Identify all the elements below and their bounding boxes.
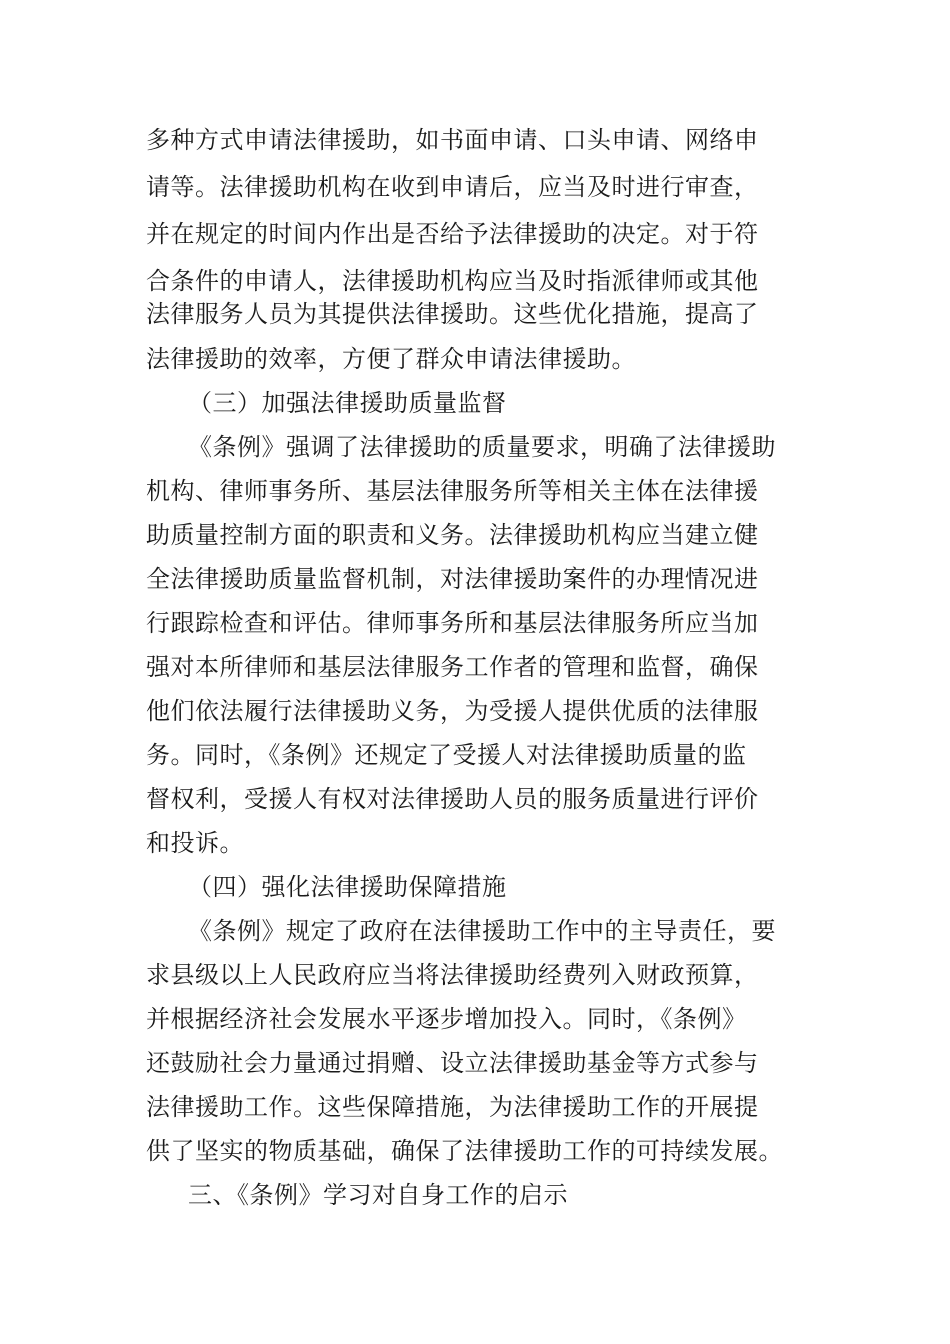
body-text-line: 并根据经济社会发展水平逐步增加投入。同时，《条例》 xyxy=(146,1005,747,1033)
body-text-line: 还鼓励社会力量通过捐赠、设立法律援助基金等方式参与 xyxy=(146,1049,759,1077)
section-heading: （三）加强法律援助质量监督 xyxy=(188,389,507,417)
body-text-line: 多种方式申请法律援助，如书面申请、口头申请、网络申 xyxy=(146,126,759,154)
body-text-line: 请等。法律援助机构在收到申请后，应当及时进行审查， xyxy=(146,173,759,201)
body-text-line: 督权利，受援人有权对法律援助人员的服务质量进行评价 xyxy=(146,785,759,813)
body-text-line: 求县级以上人民政府应当将法律援助经费列入财政预算， xyxy=(146,961,759,989)
body-text-line: 行跟踪检查和评估。律师事务所和基层法律服务所应当加 xyxy=(146,609,759,637)
body-text-line: 机构、律师事务所、基层法律服务所等相关主体在法律援 xyxy=(146,477,759,505)
body-text-line: 全法律援助质量监督机制，对法律援助案件的办理情况进 xyxy=(146,565,759,593)
body-text-line: 和投诉。 xyxy=(146,829,244,857)
body-text-line: 强对本所律师和基层法律服务工作者的管理和监督，确保 xyxy=(146,653,759,681)
body-text-line: 助质量控制方面的职责和义务。法律援助机构应当建立健 xyxy=(146,521,759,549)
body-text-line: 法律服务人员为其提供法律援助。这些优化措施，提高了 xyxy=(146,300,759,328)
body-text-line: 《条例》强调了法律援助的质量要求，明确了法律援助 xyxy=(188,433,776,461)
body-text-line: 法律援助工作。这些保障措施，为法律援助工作的开展提 xyxy=(146,1093,759,1121)
body-text-line: 合条件的申请人，法律援助机构应当及时指派律师或其他 xyxy=(146,267,759,295)
body-text-line: 并在规定的时间内作出是否给予法律援助的决定。对于符 xyxy=(146,220,759,248)
body-text-line: 他们依法履行法律援助义务，为受援人提供优质的法律服 xyxy=(146,697,759,725)
body-text-line: 务。同时，《条例》还规定了受援人对法律援助质量的监 xyxy=(146,741,747,769)
section-heading: 三、《条例》学习对自身工作的启示 xyxy=(188,1181,568,1209)
section-heading: （四）强化法律援助保障措施 xyxy=(188,873,507,901)
body-text-line: 法律援助的效率，方便了群众申请法律援助。 xyxy=(146,345,636,373)
body-text-line: 《条例》规定了政府在法律援助工作中的主导责任，要 xyxy=(188,917,776,945)
body-text-line: 供了坚实的物质基础，确保了法律援助工作的可持续发展。 xyxy=(146,1137,783,1165)
